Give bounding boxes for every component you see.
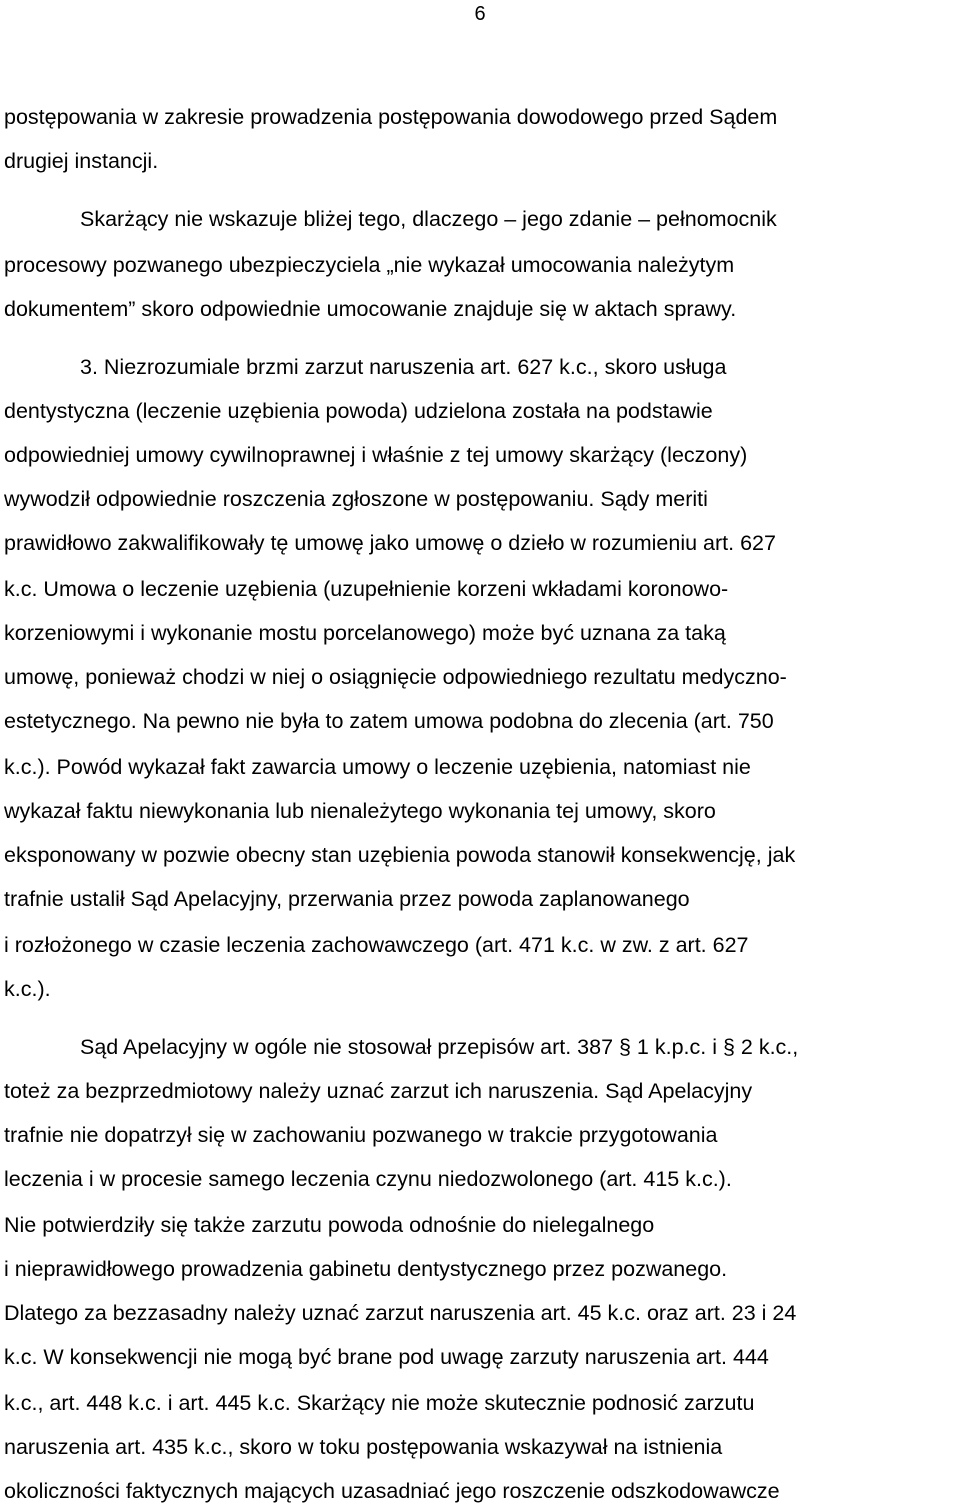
text-line: okoliczności faktycznych mających uzasadniać jego roszczenie odszkodowawcze [4, 1479, 780, 1503]
text-line: 3. Niezrozumiale brzmi zarzut naruszenia art. 627 k.c., skoro usługa [80, 355, 727, 379]
text-line: odpowiedniej umowy cywilnoprawnej i właśnie z tej umowy skarżący (leczony) [4, 443, 748, 467]
text-line: trafnie ustalił Sąd Apelacyjny, przerwania przez powoda zaplanowanego [4, 887, 690, 911]
text-line: Nie potwierdziły się także zarzutu powoda odnośnie do nielegalnego [4, 1213, 655, 1237]
text-line: leczenia i w procesie samego leczenia czynu niedozwolonego (art. 415 k.c.). [4, 1167, 732, 1191]
text-line: prawidłowo zakwalifikowały tę umowę jako umowę o dzieło w rozumieniu art. 627 [4, 531, 776, 555]
text-line: estetycznego. Na pewno nie była to zatem umowa podobna do zlecenia (art. 750 [4, 709, 774, 733]
text-line: k.c.). [4, 977, 51, 1001]
text-line: Sąd Apelacyjny w ogóle nie stosował przepisów art. 387 § 1 k.p.c. i § 2 k.c., [80, 1035, 799, 1059]
text-line: Skarżący nie wskazuje bliżej tego, dlaczego – jego zdanie – pełnomocnik [80, 207, 777, 231]
text-line: trafnie nie dopatrzył się w zachowaniu pozwanego w trakcie przygotowania [4, 1123, 718, 1147]
text-line: naruszenia art. 435 k.c., skoro w toku postępowania wskazywał na istnienia [4, 1435, 723, 1459]
text-line: umowę, ponieważ chodzi w niej o osiągnięcie odpowiedniego rezultatu medyczno- [4, 665, 787, 689]
text-line: k.c., art. 448 k.c. i art. 445 k.c. Skarżący nie może skutecznie podnosić zarzutu [4, 1391, 755, 1415]
text-line: dokumentem” skoro odpowiednie umocowanie znajduje się w aktach sprawy. [4, 297, 737, 321]
text-line: dentystyczna (leczenie uzębienia powoda) udzielona została na podstawie [4, 399, 713, 423]
page-number: 6 [474, 3, 486, 25]
text-line: toteż za bezprzedmiotowy należy uznać zarzut ich naruszenia. Sąd Apelacyjny [4, 1079, 753, 1103]
text-line: wywodził odpowiednie roszczenia zgłoszone w postępowaniu. Sądy meriti [4, 487, 708, 511]
text-line: k.c.). Powód wykazał fakt zawarcia umowy o leczenie uzębienia, natomiast nie [4, 755, 751, 779]
text-line: procesowy pozwanego ubezpieczyciela „nie wykazał umocowania należytym [4, 253, 735, 277]
text-line: k.c. Umowa o leczenie uzębienia (uzupełnienie korzeni wkładami koronowo- [4, 577, 729, 601]
text-line: k.c. W konsekwencji nie mogą być brane pod uwagę zarzuty naruszenia art. 444 [4, 1345, 769, 1369]
text-line: korzeniowymi i wykonanie mostu porcelanowego) może być uznana za taką [4, 621, 726, 645]
text-line: eksponowany w pozwie obecny stan uzębienia powoda stanowił konsekwencję, jak [4, 843, 796, 867]
text-line: wykazał faktu niewykonania lub nienależytego wykonania tej umowy, skoro [4, 799, 716, 823]
text-line: i nieprawidłowego prowadzenia gabinetu dentystycznego przez pozwanego. [4, 1257, 728, 1281]
text-line: postępowania w zakresie prowadzenia postępowania dowodowego przed Sądem [4, 105, 778, 129]
text-line: Dlatego za bezzasadny należy uznać zarzut naruszenia art. 45 k.c. oraz art. 23 i 24 [4, 1301, 797, 1325]
text-line: i rozłożonego w czasie leczenia zachowawczego (art. 471 k.c. w zw. z art. 627 [4, 933, 749, 957]
text-line: drugiej instancji. [4, 149, 159, 173]
